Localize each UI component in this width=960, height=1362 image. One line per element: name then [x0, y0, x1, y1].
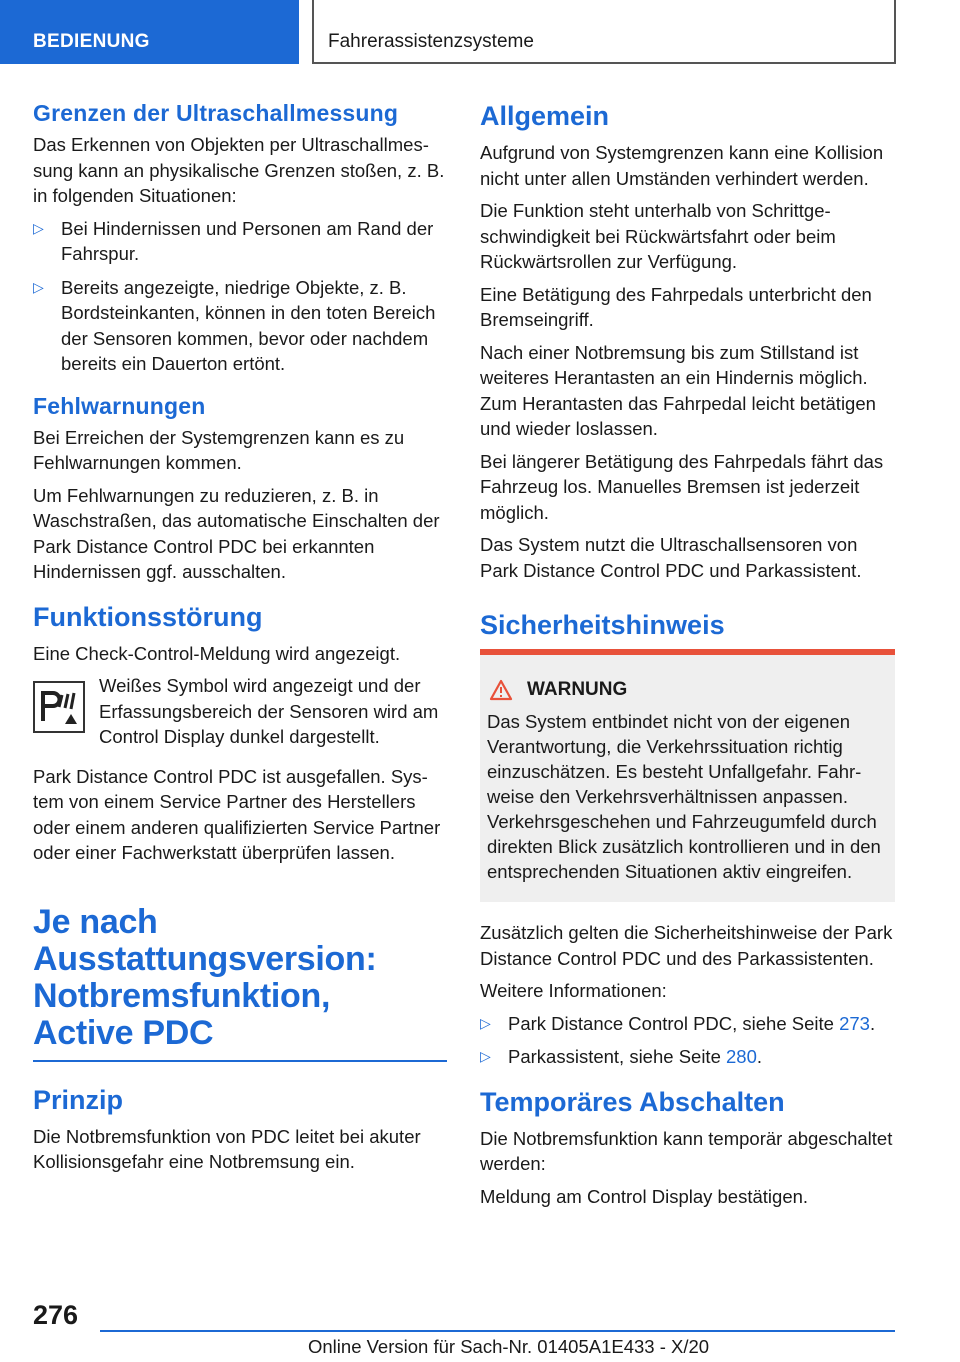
page-number: 276: [33, 1300, 79, 1330]
chapter-title-line: Ausstattungsversion:: [33, 939, 377, 978]
heading-grenzen: Grenzen der Ultraschallmessung: [33, 100, 399, 126]
paragraph: Das System nutzt die Ultraschallsensoren von Park Distance Control PDC und Parkassistent.: [480, 534, 862, 581]
triangle-bullet-icon: ▷: [33, 278, 44, 295]
paragraph: Aufgrund von Systemgrenzen kann eine Kollision nicht unter allen Umständen verhindert werden.: [480, 142, 884, 189]
paragraph: Das Erkennen von Objekten per Ultraschallmessung kann an physikalische Grenzen stoßen, z. B. in folgenden Situationen:: [33, 134, 445, 206]
triangle-bullet-icon: ▷: [480, 1048, 491, 1064]
heading-sicherheitshinweis: Sicherheitshinweis: [480, 610, 725, 640]
paragraph: Um Fehlwarnungen zu reduzieren, z. B. in Waschstraßen, das automatische Einschalten der Park Distance Control PDC bei erkannten Hindernissen ggf. ausschalten.: [33, 484, 440, 582]
pdc-sensor-icon: [33, 681, 85, 733]
chapter-title: [33, 904, 447, 1052]
paragraph: Park Distance Control PDC ist ausgefallen. System von einem Service Partner des Herstellers oder einem anderen qualifizierten Service Partner oder einer Fachwerkstatt überprüfen lassen.: [33, 765, 441, 863]
chapter-title-line: Notbremsfunktion,: [33, 976, 331, 1015]
heading-funktionsstoerung: Funktionsstörung: [33, 601, 263, 632]
warning-text: Das System entbindet nicht von der eigenen Verantwortung, die Verkehrssituation richtig einzuschätzen. Es besteht Unfallgefahr. Fahrweise den Verkehrsverhältnissen anpassen. Verkehrsgeschehen und Fahrzeugumfeld durch direkten Blick zusätzlich kontrollieren und in den entsprechenden Situationen aktiv eingreifen.: [487, 711, 881, 882]
symbol-text: Weißes Symbol wird angezeigt und der Erfassungsbereich der Sensoren wird am Control Display dunkel dargestellt.: [99, 675, 439, 747]
footer-divider: [100, 1330, 895, 1332]
reference-list: [480, 1011, 895, 1070]
list-item: ▷ Bei Hindernissen und Personen am Rand der Fahrspur.: [33, 217, 434, 264]
list-item: ▷ Parkassistent, siehe Seite 280.: [480, 1044, 895, 1070]
left-column: [33, 100, 447, 1182]
paragraph: Die Notbremsfunktion kann temporär abgeschaltet werden:: [480, 1127, 893, 1174]
paragraph: Weitere Informationen:: [480, 980, 667, 1001]
paragraph: Meldung am Control Display bestätigen.: [480, 1185, 809, 1207]
symbol-explanation: [33, 673, 447, 750]
list-item: ▷ Bereits angezeigte, niedrige Objekte, z. B. Bordsteinkanten, können in den toten Bereich der Sensoren kommen, bevor oder nachdem bereits ein Dauerton ertönt.: [33, 276, 436, 374]
heading-temporaeres-abschalten: Temporäres Abschalten: [480, 1086, 785, 1117]
header-section-label: BEDIENUNG: [33, 31, 150, 52]
warning-header: [487, 679, 887, 701]
warning-triangle-icon: [489, 679, 513, 701]
paragraph: Die Funktion steht unterhalb von Schrittgeschwindigkeit bei Rückwärtsfahrt oder beim Rückwärtsrollen zur Verfügung.: [480, 200, 836, 272]
header-title-label: Fahrerassistenzsysteme: [328, 31, 534, 52]
warning-label: WARNUNG: [527, 679, 628, 700]
triangle-bullet-icon: ▷: [480, 1014, 491, 1031]
heading-prinzip: Prinzip: [33, 1084, 124, 1115]
paragraph: Die Notbremsfunktion von PDC leitet bei akuter Kollisionsgefahr eine Notbremsung ein.: [33, 1125, 421, 1172]
heading-fehlwarnungen: Fehlwarnungen: [33, 392, 206, 419]
bullet-list: [33, 216, 447, 377]
triangle-bullet-icon: ▷: [33, 219, 44, 236]
paragraph: Bei Erreichen der Systemgrenzen kann es zu Fehlwarnungen kommen.: [33, 426, 405, 473]
footer-text: Online Version für Sach-Nr. 01405A1E433 - X/20: [308, 1336, 710, 1357]
chapter-title-line: Je nach: [33, 902, 158, 941]
paragraph: Eine Betätigung des Fahrpedals unterbricht den Bremseingriff.: [480, 283, 872, 330]
right-column: [480, 100, 895, 1216]
list-item: ▷ Park Distance Control PDC, siehe Seite 273.: [480, 1011, 895, 1037]
paragraph: Nach einer Notbremsung bis zum Stillstand ist weiteres Herantasten an ein Hindernis möglich. Zum Herantasten das Fahrpedal leicht betätigen und wieder loslassen.: [480, 341, 876, 439]
chapter-divider: [33, 1060, 447, 1062]
warning-box: [480, 649, 895, 902]
heading-allgemein: Allgemein: [480, 101, 610, 131]
chapter-title-line: Active PDC: [33, 1013, 214, 1052]
paragraph: Zusätzlich gelten die Sicherheitshinweise der Park Distance Control PDC und des Parkassistenten.: [480, 922, 893, 969]
page-link[interactable]: 273: [839, 1012, 870, 1034]
paragraph: Eine Check-Control-Meldung wird angezeigt.: [33, 642, 401, 664]
header-section-tab: [0, 0, 299, 64]
header-chapter-title: [312, 0, 896, 64]
page-link[interactable]: 280: [726, 1046, 757, 1067]
paragraph: Bei längerer Betätigung des Fahrpedals fährt das Fahrzeug los. Manuelles Bremsen ist jederzeit möglich.: [480, 450, 884, 523]
